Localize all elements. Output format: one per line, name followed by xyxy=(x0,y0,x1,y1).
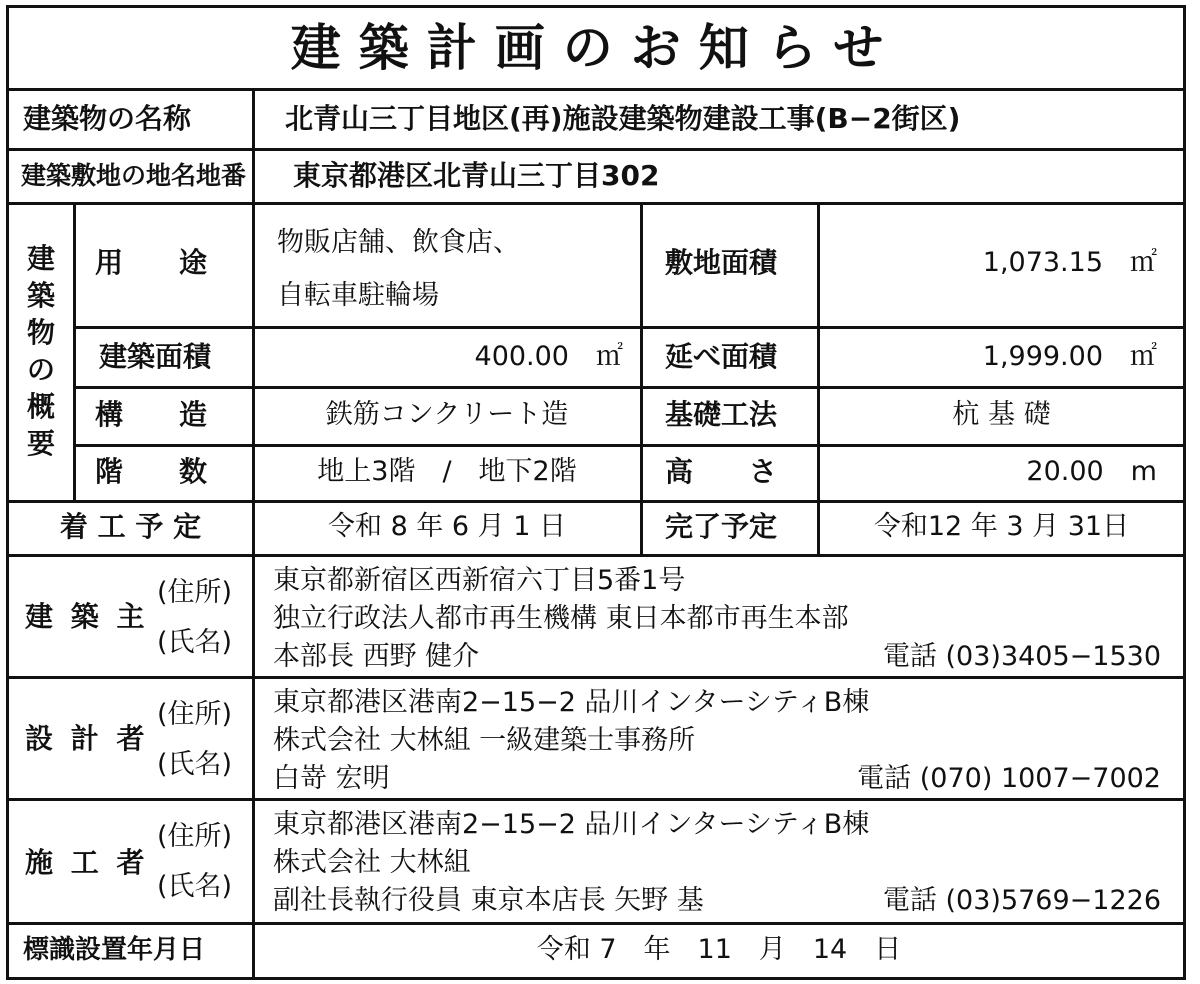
contractor-label: 施 工 者 xyxy=(25,846,149,879)
designer-address: 東京都港区港南2−15−2 品川インターシティB棟 xyxy=(273,687,870,718)
designer-sub-name: (氏名) xyxy=(157,749,233,780)
rule xyxy=(73,444,1183,447)
overview-group-char: 築 xyxy=(26,279,55,312)
floors-value: 地上3階 / 地下2階 xyxy=(317,456,577,487)
rule xyxy=(9,922,1183,925)
designer-organization: 株式会社 大林組 一級建築士事務所 xyxy=(273,725,696,756)
overview-group-char: の xyxy=(26,353,55,386)
overview-group-char: 物 xyxy=(26,316,55,349)
owner-sub-address: (住所) xyxy=(157,577,233,608)
structure-value: 鉄筋コンクリート造 xyxy=(325,399,569,430)
start-value: 令和 8 年 6 月 1 日 xyxy=(327,511,567,542)
completion-label: 完了予定 xyxy=(665,510,778,543)
floors-label: 階 数 xyxy=(95,455,208,488)
designer-phone: 電話 (070) 1007−7002 xyxy=(857,763,1161,794)
use-label: 用 途 xyxy=(95,246,208,279)
designer-sub-address: (住所) xyxy=(157,699,233,730)
foundation-label: 基礎工法 xyxy=(665,398,778,431)
contractor-address: 東京都港区港南2−15−2 品川インターシティB棟 xyxy=(273,809,870,840)
site-address-label: 建築敷地の地名地番 xyxy=(21,161,247,190)
sign-date-label: 標識設置年月日 xyxy=(23,935,206,965)
rule xyxy=(9,977,1183,980)
building-area-label: 建築面積 xyxy=(99,340,212,373)
site-address-value: 東京都港区北青山三丁目302 xyxy=(293,159,660,192)
notice-board xyxy=(6,5,1186,980)
floor-area-value: 1,999.00 ㎡ xyxy=(982,341,1157,372)
contractor-sub-address: (住所) xyxy=(157,821,233,852)
owner-organization: 独立行政法人都市再生機構 東日本都市再生本部 xyxy=(273,603,849,634)
contractor-phone: 電話 (03)5769−1226 xyxy=(882,885,1161,916)
site-area-value: 1,073.15 ㎡ xyxy=(982,247,1157,278)
structure-label: 構 造 xyxy=(95,398,208,431)
contractor-sub-name: (氏名) xyxy=(157,871,233,902)
rule xyxy=(9,676,1183,679)
site-area-label: 敷地面積 xyxy=(665,246,778,279)
building-name-value: 北青山三丁目地区(再)施設建築物建設工事(B−2街区) xyxy=(285,102,961,135)
sign-date-value: 令和 7 年 11 月 14 日 xyxy=(536,934,902,965)
contractor-person: 副社長執行役員 東京本店長 矢野 基 xyxy=(273,885,704,916)
rule xyxy=(9,500,1183,503)
foundation-value: 杭 基 礎 xyxy=(952,399,1051,430)
use-value-line2: 自転車駐輪場 xyxy=(277,280,439,311)
owner-label: 建 築 主 xyxy=(25,600,149,633)
rule xyxy=(73,326,1183,329)
use-value-line1: 物販店舗、飲食店、 xyxy=(277,227,520,258)
rule xyxy=(9,148,1183,151)
overview-group-label xyxy=(21,240,61,462)
owner-phone: 電話 (03)3405−1530 xyxy=(882,641,1161,672)
start-label: 着 工 予 定 xyxy=(59,510,202,543)
building-area-value: 400.00 ㎡ xyxy=(474,341,623,372)
rule xyxy=(640,202,643,554)
rule xyxy=(9,202,1183,205)
overview-group-char: 建 xyxy=(26,242,55,275)
rule xyxy=(817,202,820,554)
notice-title: 建築計画のお知らせ xyxy=(9,8,1183,91)
owner-sub-name: (氏名) xyxy=(157,627,233,658)
owner-person: 本部長 西野 健介 xyxy=(273,641,480,672)
floor-area-label: 延べ面積 xyxy=(665,340,778,373)
owner-address: 東京都新宿区西新宿六丁目5番1号 xyxy=(273,565,686,596)
completion-value: 令和12 年 3 月 31日 xyxy=(873,511,1130,542)
rule xyxy=(9,554,1183,557)
rule xyxy=(73,386,1183,389)
height-value: 20.00 m xyxy=(1026,456,1157,487)
designer-label: 設 計 者 xyxy=(25,722,149,755)
height-label: 高 さ xyxy=(665,455,778,488)
overview-group-char: 概 xyxy=(26,390,55,423)
rule xyxy=(73,202,76,500)
overview-group-char: 要 xyxy=(26,427,55,460)
designer-person: 白嵜 宏明 xyxy=(273,763,390,794)
building-name-label: 建築物の名称 xyxy=(23,102,192,135)
rule xyxy=(9,798,1183,801)
contractor-organization: 株式会社 大林組 xyxy=(273,847,471,878)
